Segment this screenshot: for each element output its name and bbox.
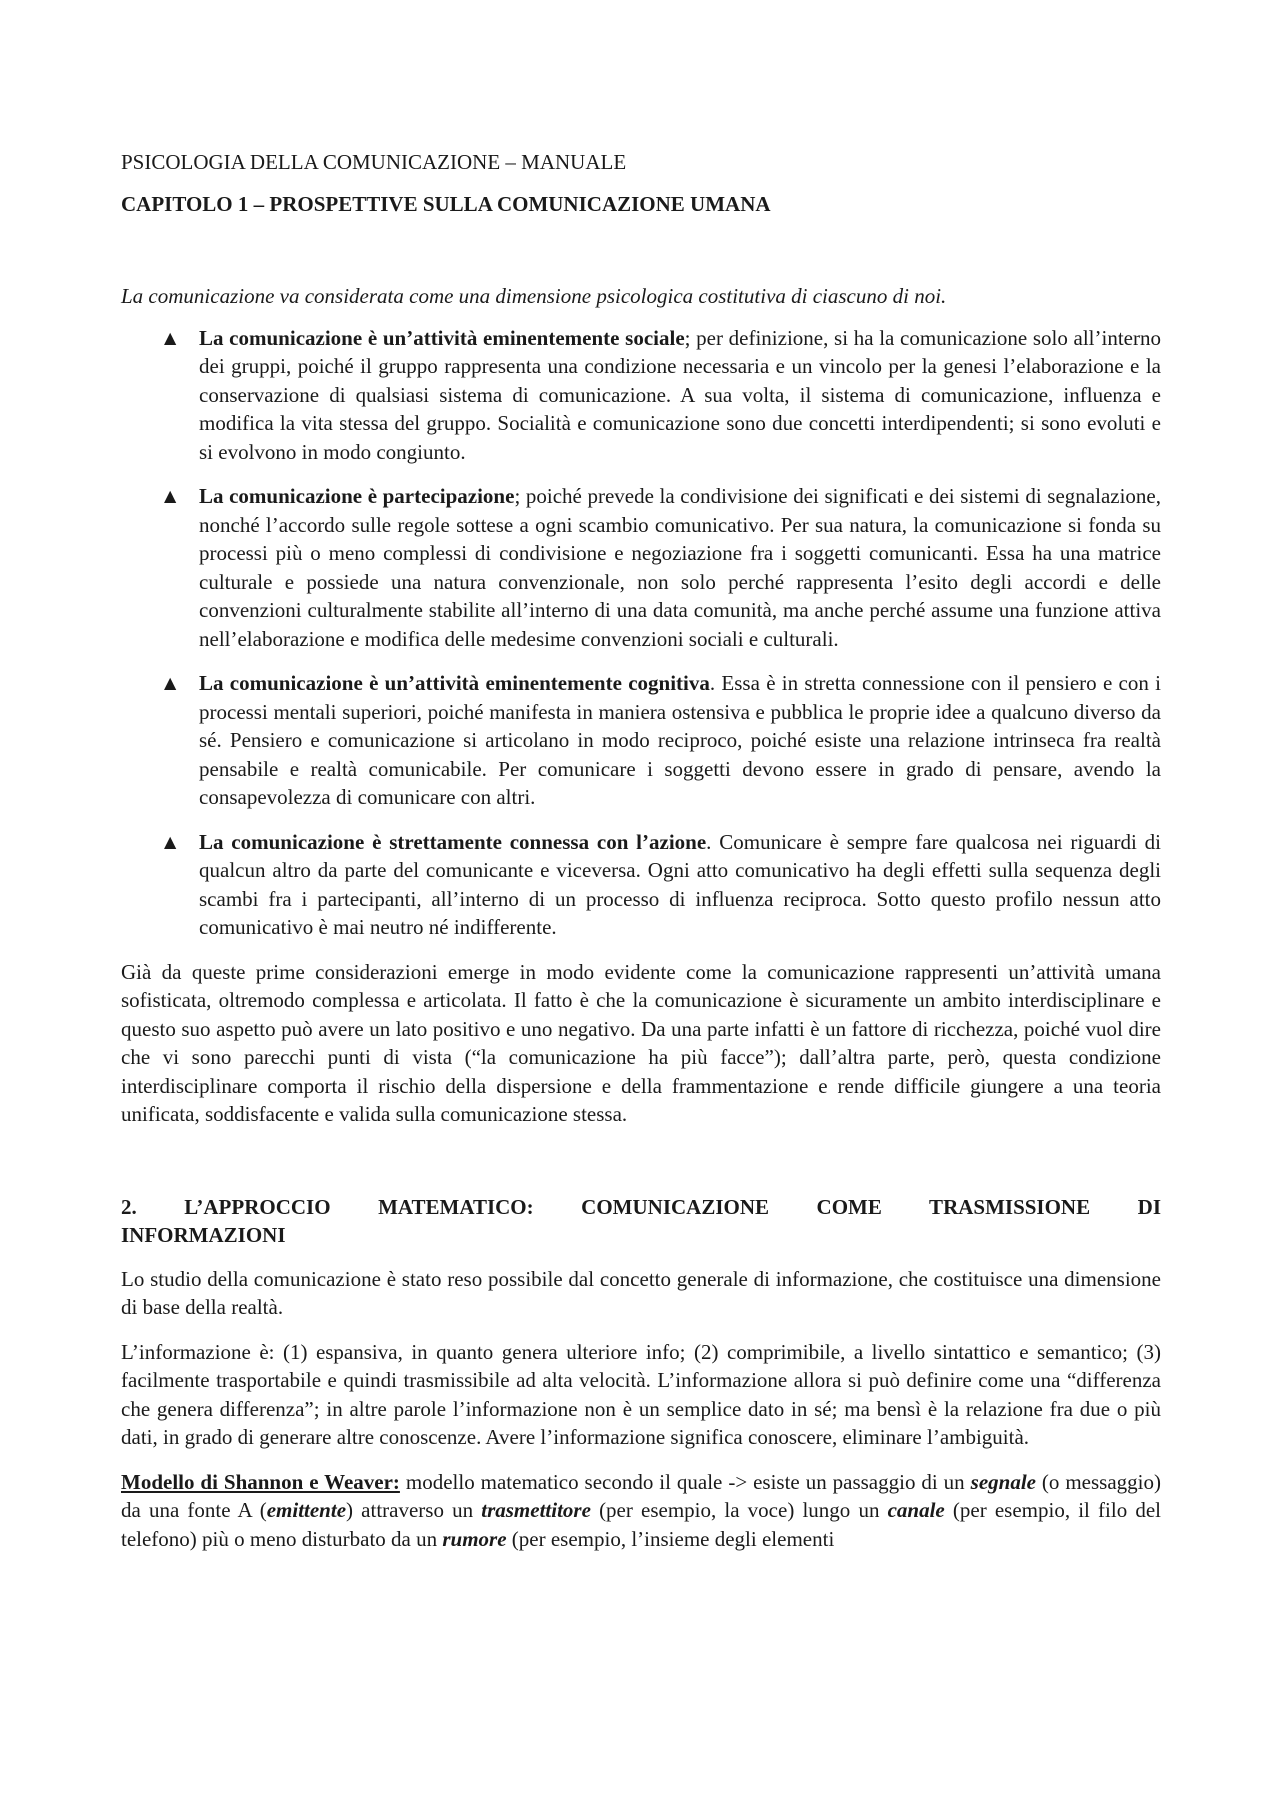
key-points-list bbox=[121, 324, 1161, 942]
point-text: . Essa è in stretta connessione con il pensiero e con i processi mentali superiori, poiché manifesta in maniera ostensiva e pubblica le proprie idee a qualcuno diverso da sé. Pensiero e comunicazione si articolano in modo reciproco, poiché esiste una relazione intrinseca fra realtà pensabile e realtà comunicabile. Per comunicare i soggetti devono essere in grado di pensare, avendo la consapevolezza di comunicare con altri. bbox=[199, 671, 1162, 809]
triangle-bullet-icon: ▲ bbox=[164, 327, 177, 347]
point-heading: La comunicazione è un’attività eminentemente cognitiva bbox=[199, 671, 710, 695]
section-heading-line: INFORMAZIONI bbox=[121, 1223, 286, 1247]
list-item bbox=[121, 828, 1161, 942]
shannon-weaver-paragraph bbox=[121, 1468, 1161, 1554]
model-text: ) attraverso un bbox=[346, 1498, 482, 1522]
list-item bbox=[121, 669, 1161, 812]
model-text: (o messaggio) da una fonte A ( bbox=[121, 1469, 1161, 1522]
term-emittente: emittente bbox=[266, 1498, 347, 1522]
intro-sentence: La comunicazione va considerata come una dimensione psicologica costitutiva di ciascuno di noi. bbox=[121, 284, 947, 308]
summary-paragraph: Già da queste prime considerazioni emerge in modo evidente come la comunicazione rappresenti un’attività umana sofisticata, oltremodo complessa e articolata. Il fatto è che la comunicazione è sicuramente un ambito interdisciplinare e questo suo aspetto può avere un lato positivo e uno negativo. Da una parte infatti è un fattore di ricchezza, poiché vuol dire che vi sono parecchi punti di vista (“la comunicazione ha più facce”); dall’altra parte, però, questa condizione interdisciplinare comporta il rischio della dispersione e della frammentazione e rende difficile giungere a una teoria unificata, soddisfacente e valida sulla comunicazione stessa. bbox=[121, 959, 1161, 1126]
section-2-paragraph: L’informazione è: (1) espansiva, in quanto genera ulteriore info; (2) comprimibile, a livello sintattico e semantico; (3) facilmente trasportabile e quindi trasmissibile ad alta velocità. L’informazione allora si può definire come una “differenza che genera differenza”; in altre parole l’informazione non è un semplice dato in sé; ma bensì è la relazione fra due o più dati, in grado di generare altre conoscenze. Avere l’informazione significa conoscere, eliminare l’ambiguità. bbox=[121, 1339, 1161, 1449]
point-heading: La comunicazione è strettamente connessa con l’azione bbox=[199, 829, 707, 854]
model-text: (per esempio, la voce) lungo un bbox=[590, 1498, 888, 1522]
section-2-heading bbox=[121, 1193, 1161, 1250]
section-2-paragraph: Lo studio della comunicazione è stato reso possibile dal concetto generale di informazione, che costituisce una dimensione di base della realtà. bbox=[121, 1266, 1161, 1319]
term-trasmettitore: trasmettitore bbox=[481, 1498, 591, 1522]
triangle-bullet-icon: ▲ bbox=[164, 486, 177, 505]
triangle-bullet-icon: ▲ bbox=[164, 673, 177, 692]
point-heading: La comunicazione è partecipazione bbox=[199, 484, 515, 508]
list-item bbox=[121, 482, 1161, 653]
document-title: PSICOLOGIA DELLA COMUNICAZIONE – MANUALE bbox=[121, 150, 627, 174]
point-text: ; per definizione, si ha la comunicazione solo all’interno dei gruppi, poiché il gruppo rappresenta una condizione necessaria e un vincolo per la genesi l’elaborazione e la conservazione di qualsiasi sistema di comunicazione. A sua volta, il sistema di comunicazione, influenza e modifica la vita stessa del gruppo. Socialità e comunicazione sono due concetti interdipendenti; si sono evoluti e si evolvono in modo congiunto. bbox=[199, 325, 1161, 464]
model-text: (per esempio, l’insieme degli elementi bbox=[506, 1526, 835, 1551]
term-canale: canale bbox=[887, 1498, 945, 1522]
document-page bbox=[121, 148, 1161, 1569]
term-rumore: rumore bbox=[442, 1526, 507, 1551]
chapter-title: CAPITOLO 1 – PROSPETTIVE SULLA COMUNICAZIONE UMANA bbox=[121, 191, 771, 216]
point-text: . Comunicare è sempre fare qualcosa nei riguardi di qualcun altro da parte del comunicante e viceversa. Ogni atto comunicativo ha degli effetti sulla sequenza degli scambi fra i partecipanti, all’interno di un processo di influenza reciproca. Sotto questo profilo nessun atto comunicativo è mai neutro né indifferente. bbox=[199, 829, 1161, 939]
point-heading: La comunicazione è un’attività eminentemente sociale bbox=[199, 325, 685, 350]
model-text: modello matematico secondo il quale -> esiste un passaggio di un bbox=[399, 1469, 971, 1494]
section-heading-line: 2. L’APPROCCIO MATEMATICO: COMUNICAZIONE COME TRASMISSIONE DI bbox=[121, 1194, 1161, 1219]
point-text: ; poiché prevede la condivisione dei significati e dei sistemi di segnalazione, nonché l’accordo sulle regole sottese a ogni scambio comunicativo. Per sua natura, la comunicazione si fonda su processi più o meno complessi di condivisione e negoziazione fra i soggetti comunicanti. Essa ha una matrice culturale e possiede una natura convenzionale, non solo perché rappresenta l’esito degli accordi e delle convenzioni culturalmente stabilite all’interno di una data comunità, ma anche perché assume una funzione attiva nell’elaborazione e modifica delle medesime convenzioni sociali e culturali. bbox=[199, 484, 1161, 651]
list-item bbox=[121, 324, 1161, 467]
model-text: (per esempio, il filo del telefono) più o meno disturbato da un bbox=[121, 1498, 1161, 1551]
model-label: Modello di Shannon e Weaver: bbox=[121, 1469, 400, 1494]
triangle-bullet-icon: ▲ bbox=[164, 831, 177, 851]
term-segnale: segnale bbox=[970, 1469, 1036, 1494]
